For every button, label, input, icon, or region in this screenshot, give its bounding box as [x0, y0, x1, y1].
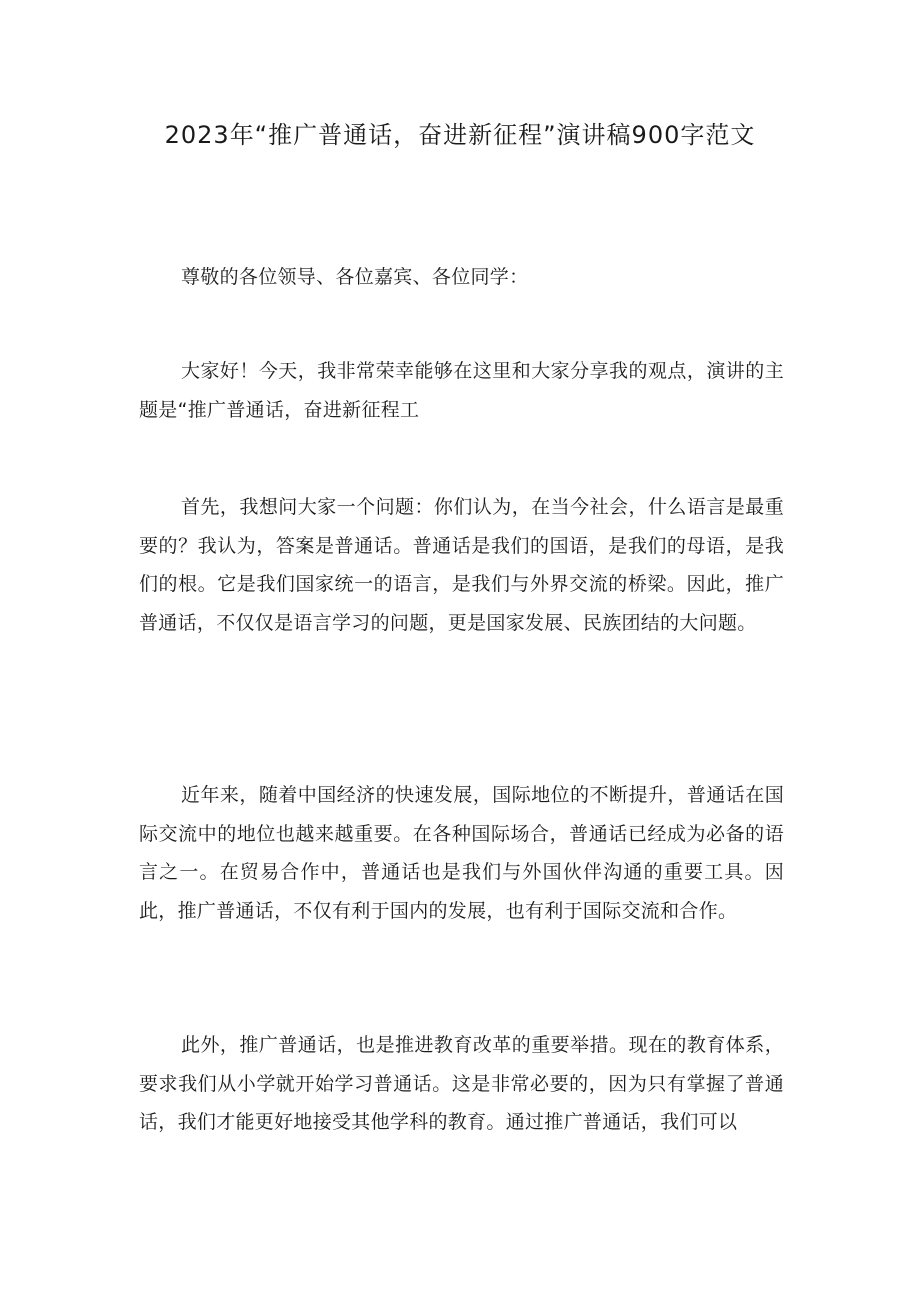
body-paragraph-1: 首先，我想问大家一个问题：你们认为，在当今社会，什么语言是最重要的？我认为，答案是普通话。普通话是我们的国语，是我们的母语，是我们的根。它是我们国家统一的语言，是我们与外界交流的桥梁。因此，推广普通话，不仅仅是语言学习的问题，更是国家发展、民族团结的大问题。	[139, 496, 784, 634]
document-title: 2023年“推广普通话，奋进新征程”演讲稿900字范文	[164, 121, 756, 149]
greeting-paragraph: 大家好！今天，我非常荣幸能够在这里和大家分享我的观点，演讲的主题是“推广普通话，奋进新征程工	[139, 360, 784, 421]
salutation-paragraph: 尊敬的各位领导、各位嘉宾、各位同学：	[181, 266, 529, 288]
body-paragraph-3: 此外，推广普通话，也是推进教育改革的重要举措。现在的教育体系，要求我们从小学就开始学习普通话。这是非常必要的，因为只有掌握了普通话，我们才能更好地接受其他学科的教育。通过推广普通话，我们可以	[139, 1034, 784, 1133]
body-paragraph-2: 近年来，随着中国经济的快速发展，国际地位的不断提升，普通话在国际交流中的地位也越来越重要。在各种国际场合，普通话已经成为必备的语言之一。在贸易合作中，普通话也是我们与外国伙伴沟通的重要工具。因此，推广普通话，不仅有利于国内的发展，也有利于国际交流和合作。	[139, 784, 784, 922]
